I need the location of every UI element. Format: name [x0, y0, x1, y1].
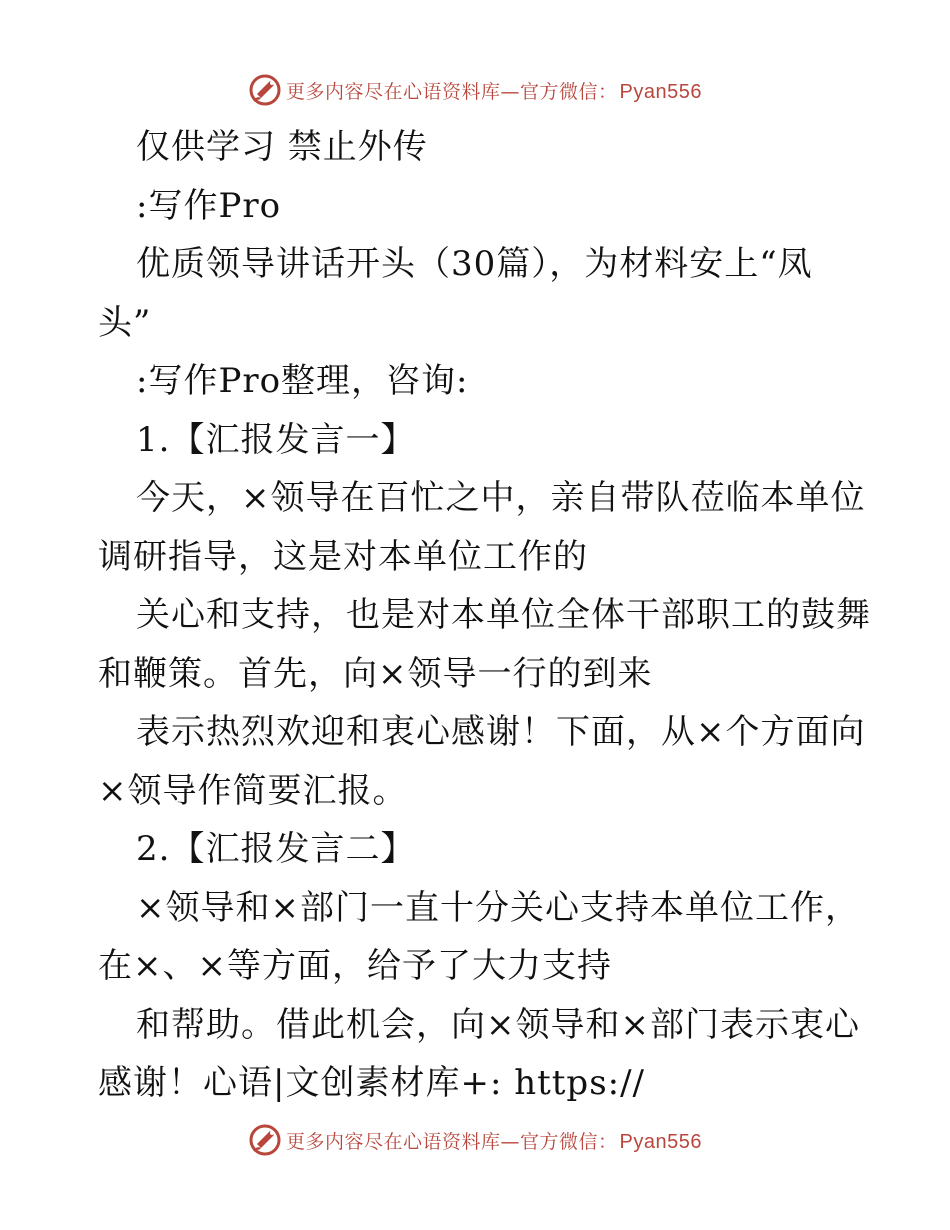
text-line: 表示热烈欢迎和衷心感谢！下面，从×个方面向	[136, 712, 866, 752]
watermark-wechat-id: Pyan556	[619, 80, 702, 103]
text-line: :写作Pro	[136, 185, 282, 226]
watermark-main: 更多内容尽在心语资料库—官方微信：	[286, 1130, 618, 1153]
text-line: 优质领导讲话开头（30篇），为材料安上“凤	[136, 244, 813, 284]
logo-icon	[248, 1123, 282, 1157]
text-line: 和帮助。借此机会，向×领导和×部门表示衷心	[136, 1004, 860, 1045]
watermark-main: 更多内容尽在心语资料库—官方微信：	[286, 80, 618, 103]
text-line: 2.【汇报发言二】	[136, 829, 416, 869]
text-line: ×领导和×部门一直十分关心支持本单位工作，	[136, 887, 860, 928]
text-line: 仅供学习 禁止外传	[136, 127, 428, 167]
watermark-text	[286, 77, 702, 104]
text-line: 今天，×领导在百忙之中，亲自带队莅临本单位	[136, 478, 866, 518]
text-line: 关心和支持，也是对本单位全体干部职工的鼓舞	[136, 595, 871, 635]
text-line: 1.【汇报发言一】	[136, 419, 416, 460]
watermark-header	[0, 70, 950, 110]
text-line: 和鞭策。首先，向×领导一行的到来	[98, 653, 653, 694]
watermark-footer	[0, 1120, 950, 1160]
text-line: ×领导作简要汇报。	[98, 770, 408, 811]
document-body	[98, 118, 871, 1113]
watermark-text	[286, 1127, 702, 1154]
text-line: 头”	[98, 302, 152, 343]
text-line: 在×、×等方面，给予了大力支持	[98, 946, 612, 986]
logo-icon	[248, 73, 282, 107]
text-line: :写作Pro整理，咨询:	[136, 361, 469, 401]
text-line: 感谢！心语|文创素材库+: https://	[98, 1063, 646, 1103]
watermark-wechat-id: Pyan556	[619, 1130, 702, 1153]
text-line: 调研指导，这是对本单位工作的	[98, 536, 588, 577]
